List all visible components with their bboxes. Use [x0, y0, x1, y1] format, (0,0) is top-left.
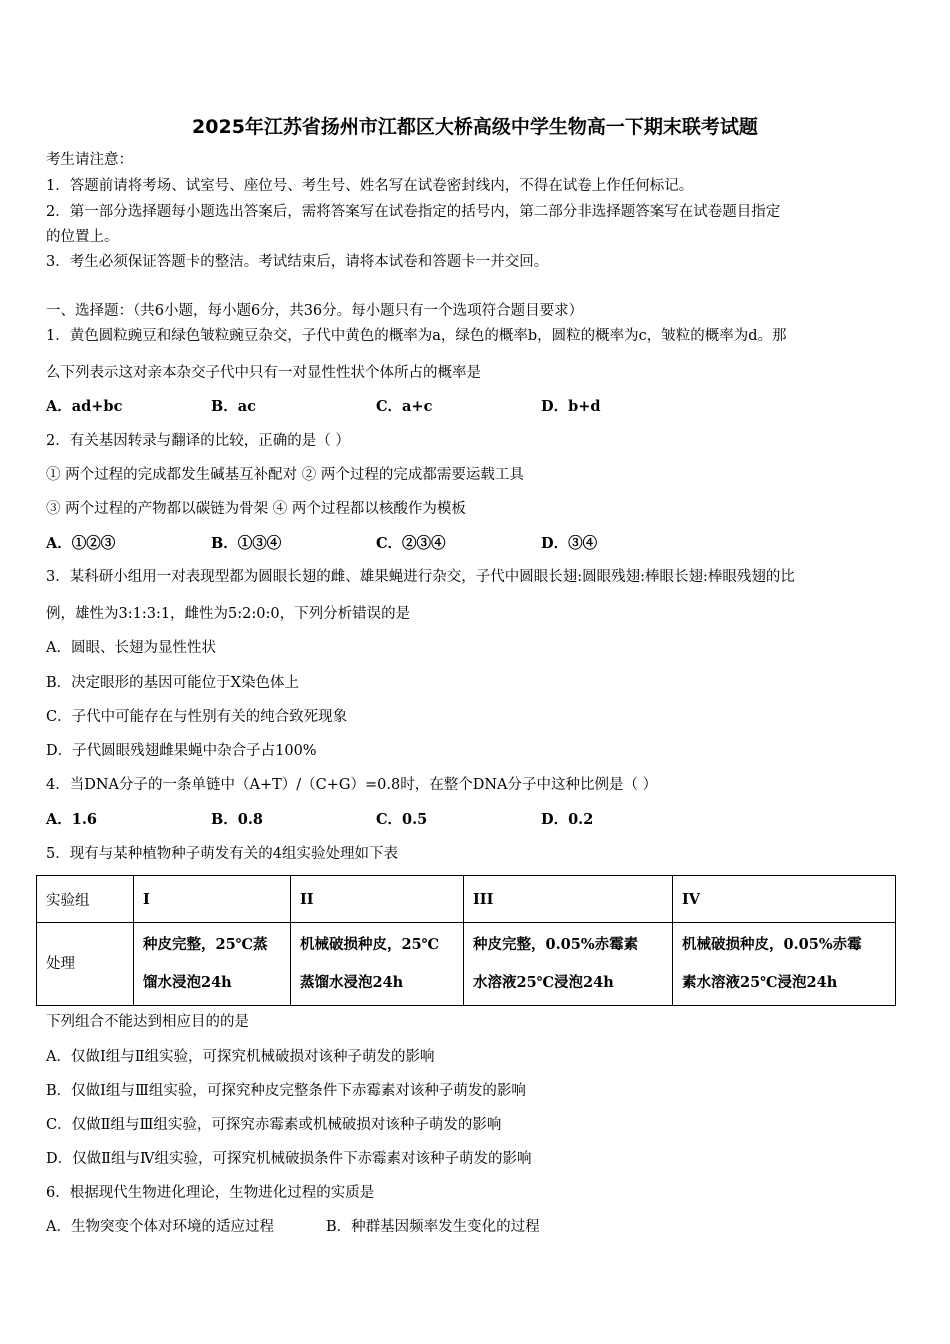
- table-cell: [673, 923, 896, 1006]
- question-5-stem: 5．现有与某种植物种子萌发有关的4组实验处理如下表: [46, 846, 398, 862]
- q5-option-d: D．仅做Ⅱ组与Ⅳ组实验，可探究机械破损条件下赤霉素对该种子萌发的影响: [46, 1151, 532, 1167]
- notice-item: 2．第一部分选择题每小题选出答案后，需将答案写在试卷指定的括号内，第二部分非选择题答案写在试卷题目指定: [46, 204, 781, 220]
- question-3-line1: 3．某科研小组用一对表现型都为圆眼长翅的雌、雄果蝇进行杂交，子代中圆眼长翅:圆眼残翅:棒眼长翅:棒眼残翅的比: [46, 569, 795, 585]
- cell-line: 蒸馏水浸泡24h: [300, 974, 404, 991]
- cell-line: 机械破损种皮，25℃: [300, 936, 440, 953]
- notice-item: 3．考生必须保证答题卡的整洁。考试结束后，请将本试卷和答题卡一并交回。: [46, 254, 549, 270]
- cell-line: 素水溶液25℃浸泡24h: [682, 974, 838, 991]
- question-1-line1: 1．黄色圆粒豌豆和绿色皱粒豌豆杂交，子代中黄色的概率为a，绿色的概率b，圆粒的概率为c，皱粒的概率为d。那: [46, 328, 787, 344]
- table-row-label: 处理: [37, 923, 134, 1006]
- q4-option-c: C．0.5: [376, 811, 428, 828]
- table-header-cell: 实验组: [37, 876, 134, 923]
- table-header-cell: IV: [673, 876, 896, 923]
- q5-option-b: B．仅做Ⅰ组与Ⅲ组实验，可探究种皮完整条件下赤霉素对该种子萌发的影响: [46, 1083, 526, 1099]
- table-header-cell: I: [134, 876, 291, 923]
- cell-line: 水溶液25℃浸泡24h: [473, 974, 614, 991]
- q3-option-c: C．子代中可能存在与性别有关的纯合致死现象: [46, 709, 348, 725]
- table-header-cell: II: [291, 876, 464, 923]
- q2-statement-3-4: ③ 两个过程的产物都以碳链为骨架 ④ 两个过程都以核酸作为模板: [46, 501, 466, 517]
- q3-option-b: B．决定眼形的基因可能位于X染色体上: [46, 675, 299, 691]
- q1-option-b: B．ac: [211, 398, 256, 415]
- page-title: 2025年江苏省扬州市江都区大桥高级中学生物高一下期末联考试题: [192, 116, 758, 138]
- q2-option-d: D．③④: [541, 535, 598, 552]
- q4-option-b: B．0.8: [211, 811, 263, 828]
- q6-option-b: B．种群基因频率发生变化的过程: [326, 1219, 540, 1235]
- question-3-line2: 例，雄性为3:1:3:1，雌性为5:2:0:0，下列分析错误的是: [46, 606, 411, 622]
- question-4-stem: 4．当DNA分子的一条单链中（A+T）/（C+G）=0.8时，在整个DNA分子中这种比例是（ ）: [46, 777, 658, 793]
- question-2-stem: 2．有关基因转录与翻译的比较，正确的是（ ）: [46, 433, 350, 449]
- cell-line: 机械破损种皮，0.05%赤霉: [682, 936, 862, 953]
- table-cell: [134, 923, 291, 1006]
- table-row: [37, 923, 896, 1006]
- notice-item: 的位置上。: [46, 229, 119, 245]
- cell-line: 馏水浸泡24h: [143, 974, 232, 991]
- q3-option-a: A．圆眼、长翅为显性性状: [46, 640, 216, 656]
- question-6-stem: 6．根据现代生物进化理论，生物进化过程的实质是: [46, 1185, 375, 1201]
- q2-statement-1-2: ① 两个过程的完成都发生碱基互补配对 ② 两个过程的完成都需要运载工具: [46, 467, 524, 483]
- notice-heading: 考生请注意：: [46, 152, 133, 168]
- q5-option-a: A．仅做Ⅰ组与Ⅱ组实验，可探究机械破损对该种子萌发的影响: [46, 1049, 435, 1065]
- notice-item: 1．答题前请将考场、试室号、座位号、考生号、姓名写在试卷密封线内，不得在试卷上作任何标记。: [46, 178, 694, 194]
- q2-option-c: C．②③④: [376, 535, 446, 552]
- q1-option-d: D．b+d: [541, 398, 601, 415]
- experiment-table: [36, 875, 896, 1006]
- q4-option-a: A．1.6: [46, 811, 97, 828]
- question-5-after: 下列组合不能达到相应目的的是: [46, 1014, 249, 1030]
- q1-option-c: C．a+c: [376, 398, 433, 415]
- q4-option-d: D．0.2: [541, 811, 594, 828]
- table-cell: [291, 923, 464, 1006]
- q1-option-a: A．ad+bc: [46, 398, 123, 415]
- cell-line: 种皮完整，0.05%赤霉素: [473, 936, 639, 953]
- q5-option-c: C．仅做Ⅱ组与Ⅲ组实验，可探究赤霉素或机械破损对该种子萌发的影响: [46, 1117, 502, 1133]
- table-header-row: [37, 876, 896, 923]
- cell-line: 种皮完整，25℃蒸: [143, 936, 268, 953]
- q3-option-d: D．子代圆眼残翅雌果蝇中杂合子占100%: [46, 743, 317, 759]
- table-header-cell: III: [464, 876, 673, 923]
- q6-option-a: A．生物突变个体对环境的适应过程: [46, 1219, 274, 1235]
- q2-option-a: A．①②③: [46, 535, 116, 552]
- table-cell: [464, 923, 673, 1006]
- question-1-line2: 么下列表示这对亲本杂交子代中只有一对显性性状个体所占的概率是: [46, 365, 481, 381]
- section-heading: 一、选择题：（共6小题，每小题6分，共36分。每小题只有一个选项符合题目要求）: [46, 303, 584, 319]
- q2-option-b: B．①③④: [211, 535, 282, 552]
